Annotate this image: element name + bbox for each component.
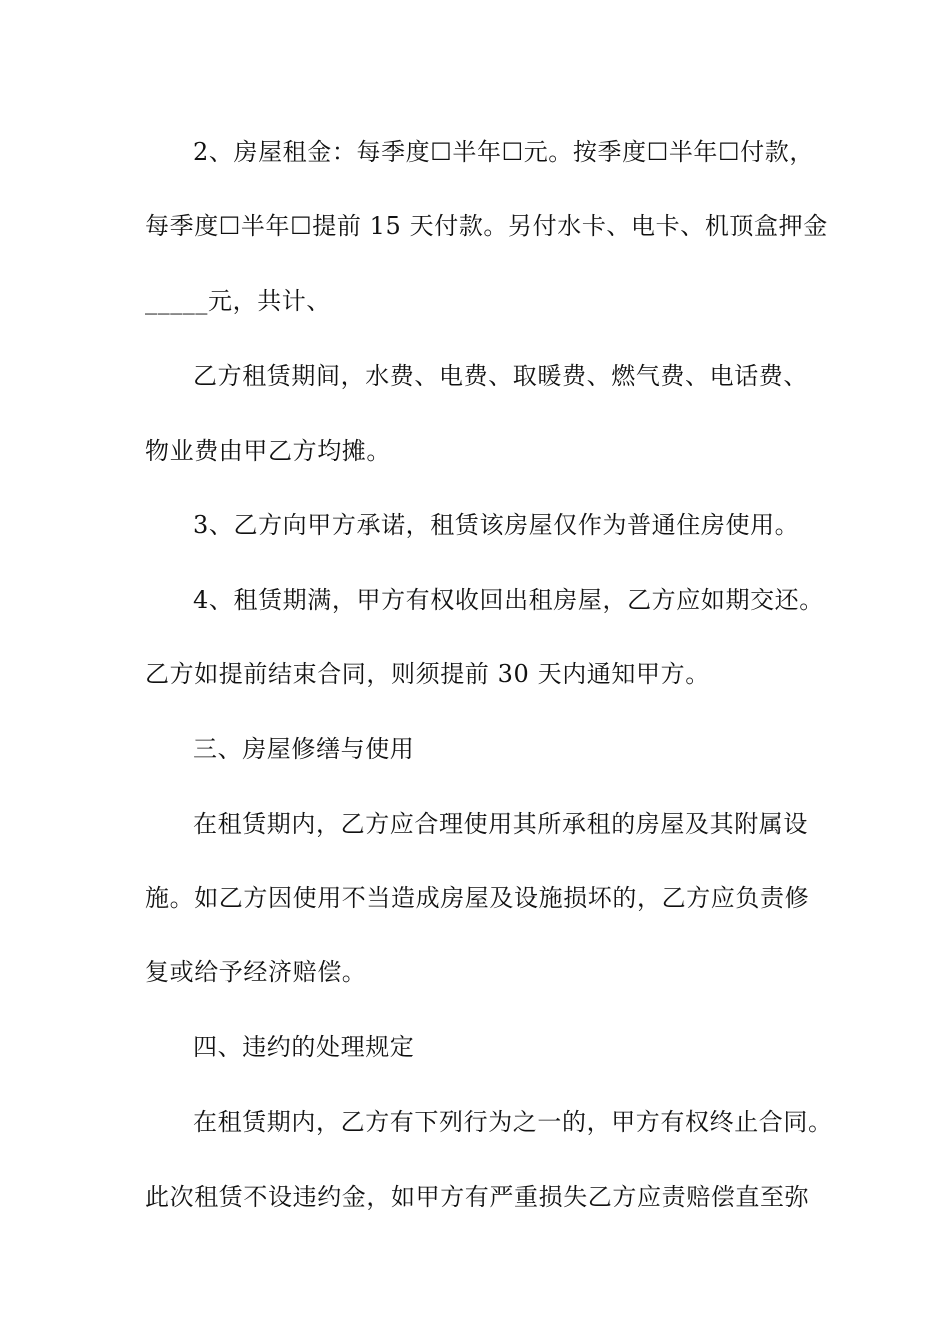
section-heading-breach: 四、违约的处理规定 — [193, 1033, 415, 1061]
fees-clause-line-2: 物业费由甲乙方均摊。 — [145, 437, 391, 465]
repair-clause-line-2: 施。如乙方因使用不当造成房屋及设施损坏的，乙方应负责修 — [145, 884, 810, 912]
term-clause-line-1: 4、租赁期满，甲方有权收回出租房屋，乙方应如期交还。 — [193, 586, 824, 614]
term-clause-line-2: 乙方如提前结束合同，则须提前 30 天内通知甲方。 — [145, 660, 710, 688]
breach-clause-line-2: 此次租赁不设违约金，如甲方有严重损失乙方应责赔偿直至弥 — [145, 1183, 810, 1211]
rent-clause-line-3: _____元，共计、 — [145, 287, 331, 315]
rent-clause-line-2: 每季度☐半年☐提前 15 天付款。另付水卡、电卡、机顶盒押金 — [145, 212, 828, 240]
usage-clause-line: 3、乙方向甲方承诺，租赁该房屋仅作为普通住房使用。 — [193, 511, 800, 539]
repair-clause-line-1: 在租赁期内，乙方应合理使用其所承租的房屋及其附属设 — [193, 810, 808, 838]
section-heading-repair: 三、房屋修缮与使用 — [193, 735, 415, 763]
repair-clause-line-3: 复或给予经济赔偿。 — [145, 958, 367, 986]
rent-clause-line-1: 2、房屋租金：每季度☐半年☐元。按季度☐半年☐付款， — [193, 138, 814, 166]
breach-clause-line-1: 在租赁期内，乙方有下列行为之一的，甲方有权终止合同。 — [193, 1108, 833, 1136]
fees-clause-line-1: 乙方租赁期间，水费、电费、取暖费、燃气费、电话费、 — [193, 362, 808, 390]
